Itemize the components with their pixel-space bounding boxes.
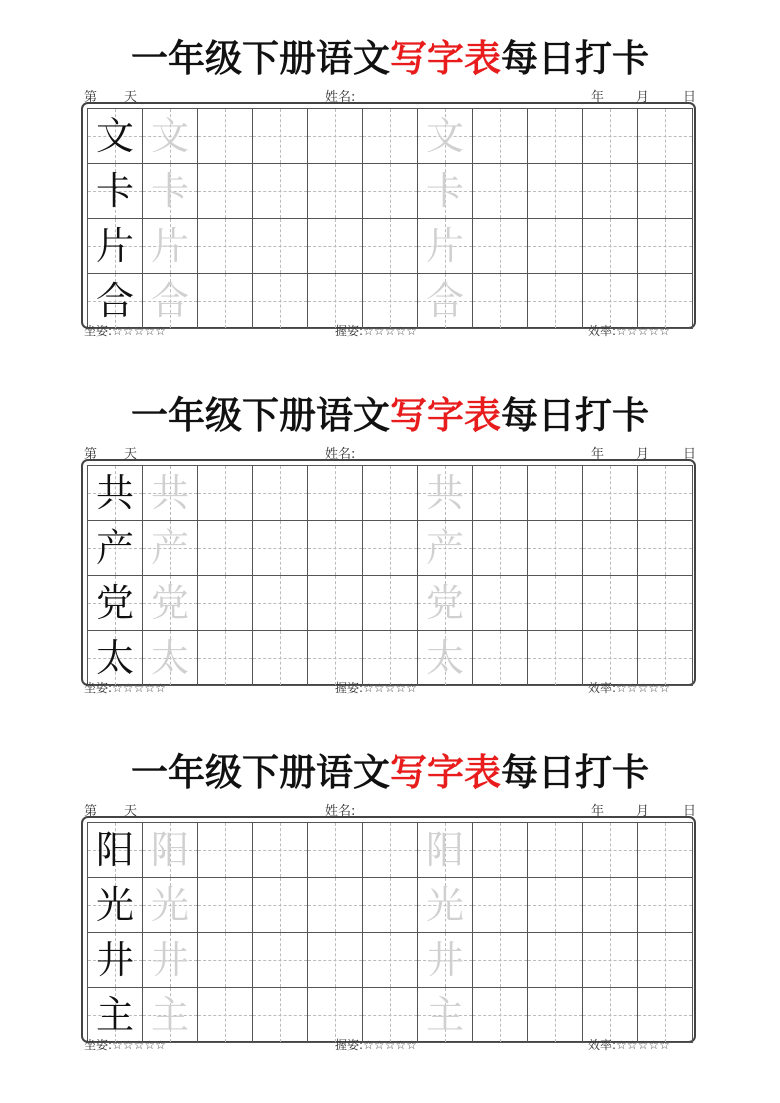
blank-writing-cell[interactable] xyxy=(473,576,528,631)
trace-character: 太 xyxy=(425,636,464,680)
grip-rating xyxy=(335,679,417,696)
blank-writing-cell[interactable] xyxy=(473,823,528,878)
model-character: 光 xyxy=(95,883,134,927)
title-text: 一年级下册语文 xyxy=(131,750,390,794)
grip-rating xyxy=(335,1036,417,1053)
trace-character: 合 xyxy=(150,279,189,323)
blank-writing-cell[interactable] xyxy=(363,631,418,686)
trace-character-cell[interactable] xyxy=(143,521,198,576)
blank-writing-cell[interactable] xyxy=(363,933,418,988)
trace-character: 阳 xyxy=(150,828,189,872)
blank-writing-cell[interactable] xyxy=(253,466,308,521)
trace-character: 党 xyxy=(425,581,464,625)
grip-label: 握姿: xyxy=(335,681,364,695)
trace-character-cell[interactable] xyxy=(143,109,198,164)
trace-character-cell[interactable] xyxy=(418,274,473,329)
blank-writing-cell[interactable] xyxy=(308,274,363,329)
grip-stars[interactable]: ☆☆☆☆☆ xyxy=(363,681,417,695)
blank-writing-cell[interactable] xyxy=(528,274,583,329)
blank-writing-cell[interactable] xyxy=(583,274,638,329)
trace-character: 光 xyxy=(150,883,189,927)
name-label: 姓名: xyxy=(325,447,356,462)
trace-character: 卡 xyxy=(150,169,189,213)
day-label: 第 xyxy=(84,804,98,819)
trace-character-cell[interactable] xyxy=(418,823,473,878)
blank-writing-cell[interactable] xyxy=(638,631,693,686)
blank-writing-cell[interactable] xyxy=(198,631,253,686)
efficiency-label: 效率: xyxy=(588,1038,617,1052)
model-character-cell xyxy=(88,466,143,521)
sitting-rating xyxy=(84,679,166,696)
trace-character: 阳 xyxy=(425,828,464,872)
blank-writing-cell[interactable] xyxy=(308,823,363,878)
month-label: 月 xyxy=(636,804,650,819)
blank-writing-cell[interactable] xyxy=(198,466,253,521)
month-label: 月 xyxy=(636,90,650,105)
blank-writing-cell[interactable] xyxy=(528,631,583,686)
grip-rating xyxy=(335,322,417,339)
model-character: 党 xyxy=(95,581,134,625)
worksheet-section-2 xyxy=(0,390,780,735)
worksheet-section-3 xyxy=(0,747,780,1092)
blank-writing-cell[interactable] xyxy=(363,521,418,576)
blank-writing-cell[interactable] xyxy=(528,988,583,1043)
blank-writing-cell[interactable] xyxy=(583,933,638,988)
blank-writing-cell[interactable] xyxy=(528,109,583,164)
blank-writing-cell[interactable] xyxy=(253,988,308,1043)
month-label: 月 xyxy=(636,447,650,462)
model-character: 文 xyxy=(95,114,134,158)
trace-character-cell[interactable] xyxy=(143,576,198,631)
trace-character-cell[interactable] xyxy=(418,576,473,631)
model-character: 合 xyxy=(95,279,134,323)
trace-character-cell[interactable] xyxy=(143,274,198,329)
model-character-cell xyxy=(88,109,143,164)
trace-character: 党 xyxy=(150,581,189,625)
model-character-cell xyxy=(88,219,143,274)
trace-character-cell[interactable] xyxy=(418,219,473,274)
blank-writing-cell[interactable] xyxy=(473,631,528,686)
day-label: 第 xyxy=(84,447,98,462)
trace-character-cell[interactable] xyxy=(143,164,198,219)
day-suffix: 天 xyxy=(124,447,138,462)
blank-writing-cell[interactable] xyxy=(528,823,583,878)
efficiency-stars[interactable]: ☆☆☆☆☆ xyxy=(616,681,670,695)
sheet-title xyxy=(0,33,780,83)
blank-writing-cell[interactable] xyxy=(638,576,693,631)
sheet-title xyxy=(0,390,780,440)
grip-label: 握姿: xyxy=(335,324,364,338)
blank-writing-cell[interactable] xyxy=(473,521,528,576)
writing-grid xyxy=(87,108,693,329)
trace-character: 井 xyxy=(425,938,464,982)
blank-writing-cell[interactable] xyxy=(198,109,253,164)
blank-writing-cell[interactable] xyxy=(198,219,253,274)
trace-character-cell[interactable] xyxy=(143,823,198,878)
grip-stars[interactable]: ☆☆☆☆☆ xyxy=(363,1038,417,1052)
title-text-end: 每日打卡 xyxy=(501,36,649,80)
model-character-cell xyxy=(88,274,143,329)
trace-character-cell[interactable] xyxy=(418,521,473,576)
sheet-title xyxy=(0,747,780,797)
sitting-rating xyxy=(84,322,166,339)
model-character: 太 xyxy=(95,636,134,680)
title-highlight: 写字表 xyxy=(390,36,501,80)
blank-writing-cell[interactable] xyxy=(308,521,363,576)
trace-character: 光 xyxy=(425,883,464,927)
trace-character: 产 xyxy=(150,526,189,570)
model-character: 产 xyxy=(95,526,134,570)
blank-writing-cell[interactable] xyxy=(198,988,253,1043)
year-label: 年 xyxy=(591,447,605,462)
model-character-cell xyxy=(88,823,143,878)
sitting-label: 坐姿: xyxy=(84,681,113,695)
blank-writing-cell[interactable] xyxy=(583,466,638,521)
blank-writing-cell[interactable] xyxy=(638,933,693,988)
model-character: 共 xyxy=(95,471,134,515)
blank-writing-cell[interactable] xyxy=(253,878,308,933)
model-character: 井 xyxy=(95,938,134,982)
trace-character: 文 xyxy=(150,114,189,158)
worksheet-section-1 xyxy=(0,33,780,378)
date-label: 日 xyxy=(683,90,697,105)
trace-character: 共 xyxy=(150,471,189,515)
blank-writing-cell[interactable] xyxy=(638,274,693,329)
blank-writing-cell[interactable] xyxy=(473,164,528,219)
title-text: 一年级下册语文 xyxy=(131,36,390,80)
blank-writing-cell[interactable] xyxy=(638,988,693,1043)
trace-character: 片 xyxy=(150,224,189,268)
blank-writing-cell[interactable] xyxy=(638,878,693,933)
blank-writing-cell[interactable] xyxy=(473,109,528,164)
blank-writing-cell[interactable] xyxy=(528,576,583,631)
blank-writing-cell[interactable] xyxy=(473,933,528,988)
blank-writing-cell[interactable] xyxy=(253,521,308,576)
blank-writing-cell[interactable] xyxy=(308,164,363,219)
blank-writing-cell[interactable] xyxy=(198,274,253,329)
trace-character: 产 xyxy=(425,526,464,570)
efficiency-label: 效率: xyxy=(588,681,617,695)
model-character-cell xyxy=(88,878,143,933)
blank-writing-cell[interactable] xyxy=(308,878,363,933)
blank-writing-cell[interactable] xyxy=(583,823,638,878)
blank-writing-cell[interactable] xyxy=(638,521,693,576)
efficiency-rating xyxy=(588,322,670,339)
blank-writing-cell[interactable] xyxy=(638,823,693,878)
trace-character-cell[interactable] xyxy=(143,878,198,933)
model-character: 阳 xyxy=(95,828,134,872)
title-text-end: 每日打卡 xyxy=(501,393,649,437)
blank-writing-cell[interactable] xyxy=(253,219,308,274)
blank-writing-cell[interactable] xyxy=(638,219,693,274)
trace-character: 主 xyxy=(425,993,464,1037)
blank-writing-cell[interactable] xyxy=(198,933,253,988)
blank-writing-cell[interactable] xyxy=(528,878,583,933)
blank-writing-cell[interactable] xyxy=(528,521,583,576)
blank-writing-cell[interactable] xyxy=(253,933,308,988)
blank-writing-cell[interactable] xyxy=(363,576,418,631)
blank-writing-cell[interactable] xyxy=(253,631,308,686)
blank-writing-cell[interactable] xyxy=(308,219,363,274)
blank-writing-cell[interactable] xyxy=(583,109,638,164)
name-label: 姓名: xyxy=(325,804,356,819)
blank-writing-cell[interactable] xyxy=(308,631,363,686)
sitting-stars[interactable]: ☆☆☆☆☆ xyxy=(112,681,166,695)
trace-character: 共 xyxy=(425,471,464,515)
blank-writing-cell[interactable] xyxy=(583,521,638,576)
grip-stars[interactable]: ☆☆☆☆☆ xyxy=(363,324,417,338)
blank-writing-cell[interactable] xyxy=(528,466,583,521)
blank-writing-cell[interactable] xyxy=(363,988,418,1043)
blank-writing-cell[interactable] xyxy=(253,109,308,164)
blank-writing-cell[interactable] xyxy=(363,823,418,878)
trace-character: 片 xyxy=(425,224,464,268)
blank-writing-cell[interactable] xyxy=(363,466,418,521)
writing-grid xyxy=(87,465,693,686)
blank-writing-cell[interactable] xyxy=(308,933,363,988)
trace-character-cell[interactable] xyxy=(418,933,473,988)
year-label: 年 xyxy=(591,804,605,819)
blank-writing-cell[interactable] xyxy=(198,823,253,878)
blank-writing-cell[interactable] xyxy=(363,164,418,219)
trace-character-cell[interactable] xyxy=(418,631,473,686)
year-label: 年 xyxy=(591,90,605,105)
blank-writing-cell[interactable] xyxy=(473,219,528,274)
blank-writing-cell[interactable] xyxy=(583,878,638,933)
blank-writing-cell[interactable] xyxy=(253,164,308,219)
model-character: 主 xyxy=(95,993,134,1037)
blank-writing-cell[interactable] xyxy=(308,576,363,631)
blank-writing-cell[interactable] xyxy=(198,878,253,933)
blank-writing-cell[interactable] xyxy=(253,274,308,329)
blank-writing-cell[interactable] xyxy=(473,988,528,1043)
date-label: 日 xyxy=(683,804,697,819)
trace-character-cell[interactable] xyxy=(418,988,473,1043)
model-character-cell xyxy=(88,988,143,1043)
sitting-rating xyxy=(84,1036,166,1053)
trace-character-cell[interactable] xyxy=(143,466,198,521)
title-highlight: 写字表 xyxy=(390,750,501,794)
trace-character: 合 xyxy=(425,279,464,323)
trace-character-cell[interactable] xyxy=(418,164,473,219)
model-character-cell xyxy=(88,631,143,686)
model-character-cell xyxy=(88,576,143,631)
blank-writing-cell[interactable] xyxy=(638,164,693,219)
blank-writing-cell[interactable] xyxy=(473,878,528,933)
blank-writing-cell[interactable] xyxy=(308,109,363,164)
sitting-label: 坐姿: xyxy=(84,1038,113,1052)
efficiency-rating xyxy=(588,1036,670,1053)
trace-character: 文 xyxy=(425,114,464,158)
trace-character-cell[interactable] xyxy=(143,988,198,1043)
blank-writing-cell[interactable] xyxy=(638,466,693,521)
blank-writing-cell[interactable] xyxy=(363,274,418,329)
efficiency-stars[interactable]: ☆☆☆☆☆ xyxy=(616,1038,670,1052)
model-character-cell xyxy=(88,164,143,219)
blank-writing-cell[interactable] xyxy=(583,164,638,219)
blank-writing-cell[interactable] xyxy=(253,823,308,878)
blank-writing-cell[interactable] xyxy=(583,219,638,274)
efficiency-rating xyxy=(588,679,670,696)
date-label: 日 xyxy=(683,447,697,462)
blank-writing-cell[interactable] xyxy=(308,466,363,521)
grip-label: 握姿: xyxy=(335,1038,364,1052)
blank-writing-cell[interactable] xyxy=(198,164,253,219)
blank-writing-cell[interactable] xyxy=(198,576,253,631)
day-label: 第 xyxy=(84,90,98,105)
model-character: 片 xyxy=(95,224,134,268)
trace-character-cell[interactable] xyxy=(418,466,473,521)
trace-character-cell[interactable] xyxy=(143,933,198,988)
blank-writing-cell[interactable] xyxy=(198,521,253,576)
blank-writing-cell[interactable] xyxy=(583,631,638,686)
efficiency-label: 效率: xyxy=(588,324,617,338)
trace-character: 井 xyxy=(150,938,189,982)
efficiency-stars[interactable]: ☆☆☆☆☆ xyxy=(616,324,670,338)
blank-writing-cell[interactable] xyxy=(363,219,418,274)
model-character: 卡 xyxy=(95,169,134,213)
trace-character: 太 xyxy=(150,636,189,680)
trace-character: 卡 xyxy=(425,169,464,213)
blank-writing-cell[interactable] xyxy=(528,164,583,219)
trace-character-cell[interactable] xyxy=(418,878,473,933)
blank-writing-cell[interactable] xyxy=(363,109,418,164)
blank-writing-cell[interactable] xyxy=(473,466,528,521)
blank-writing-cell[interactable] xyxy=(473,274,528,329)
blank-writing-cell[interactable] xyxy=(583,576,638,631)
blank-writing-cell[interactable] xyxy=(583,988,638,1043)
trace-character-cell[interactable] xyxy=(143,219,198,274)
trace-character: 主 xyxy=(150,993,189,1037)
writing-grid xyxy=(87,822,693,1043)
title-text-end: 每日打卡 xyxy=(501,750,649,794)
blank-writing-cell[interactable] xyxy=(528,933,583,988)
blank-writing-cell[interactable] xyxy=(638,109,693,164)
blank-writing-cell[interactable] xyxy=(363,878,418,933)
trace-character-cell[interactable] xyxy=(418,109,473,164)
sitting-stars[interactable]: ☆☆☆☆☆ xyxy=(112,324,166,338)
day-suffix: 天 xyxy=(124,804,138,819)
blank-writing-cell[interactable] xyxy=(253,576,308,631)
model-character-cell xyxy=(88,933,143,988)
title-text: 一年级下册语文 xyxy=(131,393,390,437)
blank-writing-cell[interactable] xyxy=(308,988,363,1043)
trace-character-cell[interactable] xyxy=(143,631,198,686)
sitting-label: 坐姿: xyxy=(84,324,113,338)
day-suffix: 天 xyxy=(124,90,138,105)
blank-writing-cell[interactable] xyxy=(528,219,583,274)
name-label: 姓名: xyxy=(325,90,356,105)
sitting-stars[interactable]: ☆☆☆☆☆ xyxy=(112,1038,166,1052)
title-highlight: 写字表 xyxy=(390,393,501,437)
model-character-cell xyxy=(88,521,143,576)
